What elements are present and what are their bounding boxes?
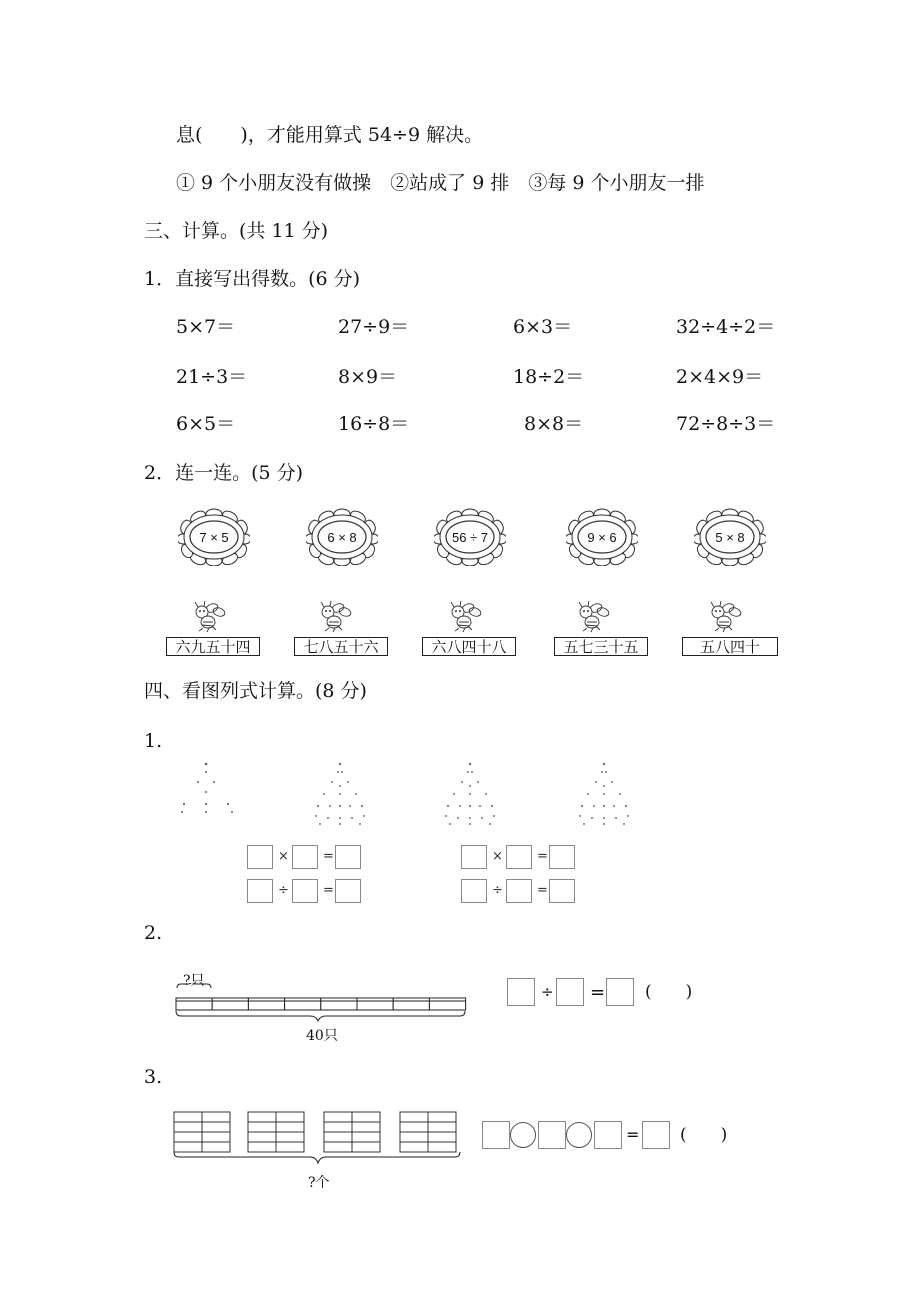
equals-sign: =: [323, 883, 334, 898]
flower-5[interactable]: [694, 508, 766, 566]
calc-item: 16÷8＝: [338, 413, 410, 435]
operator-circle[interactable]: [566, 1122, 592, 1148]
question-3-label: 3.: [144, 1066, 163, 1088]
question-continuation: 息( )，才能用算式 54÷9 解决。: [176, 124, 484, 146]
flower-4[interactable]: [566, 508, 638, 566]
total-label: 40只: [306, 1028, 338, 1044]
bar-segment: [248, 998, 284, 1010]
calc-item: 8×9＝: [338, 366, 398, 388]
grid-blocks-diagram: [170, 1108, 470, 1170]
answer-box[interactable]: [482, 1121, 510, 1149]
bar-segment: [321, 998, 357, 1010]
answer-box[interactable]: [538, 1121, 566, 1149]
divide-sign: ÷: [541, 983, 554, 1001]
flower-2[interactable]: [306, 508, 378, 566]
times-sign: ×: [278, 849, 289, 864]
calc-item: 8×8＝: [524, 413, 584, 435]
answer-box[interactable]: [549, 879, 575, 903]
answer-card-2[interactable]: 七八五十六: [294, 637, 388, 656]
times-sign: ×: [492, 849, 503, 864]
calc-item: 72÷8÷3＝: [676, 413, 776, 435]
answer-box[interactable]: [461, 879, 487, 903]
bee-icon: [570, 600, 610, 634]
total-label: ?个: [308, 1175, 330, 1191]
bee-icon: [312, 600, 352, 634]
answer-box[interactable]: [292, 845, 318, 869]
equals-sign: =: [323, 849, 334, 864]
bee-icon: [186, 600, 226, 634]
calc-item: 27÷9＝: [338, 316, 410, 338]
unit-paren[interactable]: ( ): [645, 982, 693, 1002]
bee-icon: [442, 600, 482, 634]
section-3-title: 三、计算。(共 11 分): [144, 220, 329, 242]
answer-box[interactable]: [461, 845, 487, 869]
answer-box[interactable]: [247, 879, 273, 903]
answer-box[interactable]: [556, 978, 584, 1006]
equals-sign: =: [590, 982, 606, 1003]
bar-segment: [357, 998, 393, 1010]
calc-item: 18÷2＝: [513, 366, 585, 388]
bar-segment: [212, 998, 248, 1010]
unit-paren[interactable]: ( ): [680, 1125, 728, 1145]
answer-box[interactable]: [506, 845, 532, 869]
answer-card-5[interactable]: 五八四十: [682, 637, 778, 656]
question-2-label: 2.: [144, 922, 163, 944]
answer-box[interactable]: [506, 879, 532, 903]
section-4-title: 四、看图列式计算。(8 分): [144, 680, 367, 702]
question-2-title: 2．连一连。(5 分): [144, 462, 304, 484]
calc-item: 5×7＝: [176, 316, 236, 338]
divide-sign: ÷: [492, 883, 503, 898]
calc-item: 2×4×9＝: [676, 366, 764, 388]
answer-card-4[interactable]: 五七三十五: [554, 637, 648, 656]
answer-card-3[interactable]: 六八四十八: [422, 637, 516, 656]
answer-box[interactable]: [594, 1121, 622, 1149]
calc-item: 6×3＝: [513, 316, 573, 338]
bar-segment: [393, 998, 429, 1010]
equals-sign: =: [626, 1125, 640, 1144]
bar-segment: [176, 998, 212, 1010]
segment-bar-diagram: [170, 983, 470, 1023]
question-1-title: 1．直接写出得数。(6 分): [144, 268, 361, 290]
calc-item: 6×5＝: [176, 413, 236, 435]
bar-segment: [285, 998, 321, 1010]
bee-icon: [702, 600, 742, 634]
answer-box[interactable]: [606, 978, 634, 1006]
flower-3[interactable]: [434, 508, 506, 566]
answer-box[interactable]: [335, 879, 361, 903]
calc-item: 32÷4÷2＝: [676, 316, 776, 338]
flower-expression: 56 ÷ 7: [451, 529, 489, 545]
flower-expression: 9 × 6: [587, 529, 617, 545]
answer-box[interactable]: [507, 978, 535, 1006]
calc-item: 21÷3＝: [176, 366, 248, 388]
dot-triangle-figures: [170, 760, 650, 832]
bar-segment: [429, 998, 465, 1010]
answer-box[interactable]: [642, 1121, 670, 1149]
answer-box[interactable]: [292, 879, 318, 903]
answer-box[interactable]: [549, 845, 575, 869]
flower-expression: 7 × 5: [199, 529, 229, 545]
operator-circle[interactable]: [510, 1122, 536, 1148]
answer-options: ① 9 个小朋友没有做操 ②站成了 9 排 ③每 9 个小朋友一排: [176, 172, 705, 194]
answer-card-1[interactable]: 六九五十四: [166, 637, 260, 656]
flower-1[interactable]: [178, 508, 250, 566]
question-1-label: 1.: [144, 730, 163, 752]
answer-box[interactable]: [247, 845, 273, 869]
equals-sign: =: [537, 849, 548, 864]
flower-expression: 5 × 8: [715, 529, 745, 545]
flower-expression: 6 × 8: [327, 529, 357, 545]
answer-box[interactable]: [335, 845, 361, 869]
divide-sign: ÷: [278, 883, 289, 898]
segment-unknown-label: ?只: [183, 973, 205, 989]
equals-sign: =: [537, 883, 548, 898]
